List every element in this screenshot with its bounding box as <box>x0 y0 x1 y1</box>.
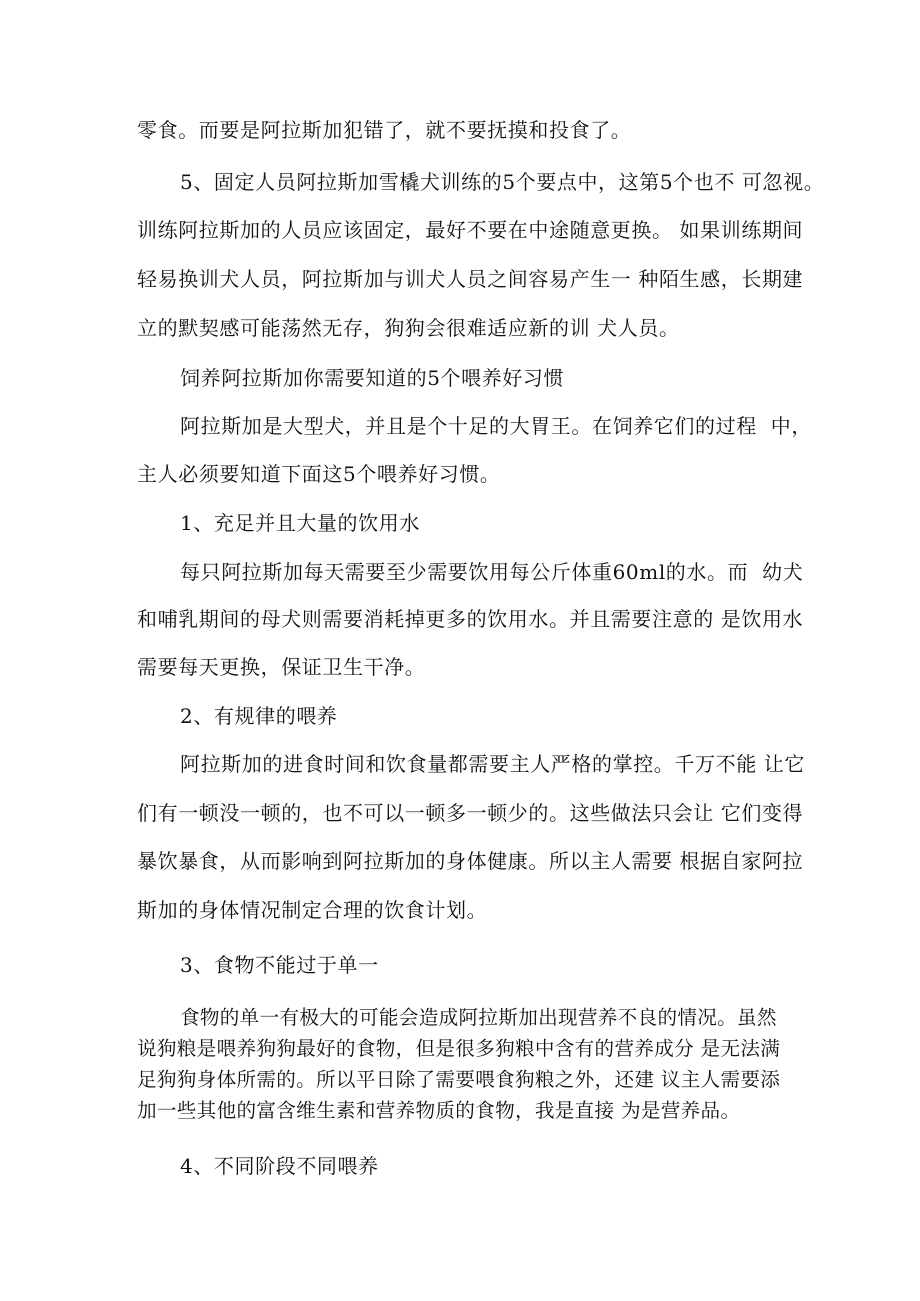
text-line: 阿拉斯加的进食时间和饮食量都需要主人严格的掌控。千万不能 让它 <box>180 752 805 776</box>
text-line: 每只阿拉斯加每天需要至少需要饮用每公斤体重60ml的水。而 幼犬 <box>180 560 804 584</box>
text-line: 食物的单一有极大的可能会造成阿拉斯加出现营养不良的情况。虽然 <box>180 1006 777 1029</box>
item-heading-varied-food: 3、食物不能过于单一 <box>180 953 379 977</box>
text-line: 立的默契感可能荡然无存，狗狗会很难适应新的训 犬人员。 <box>137 316 680 340</box>
text-line: 零食。而要是阿拉斯加犯错了，就不要抚摸和投食了。 <box>137 118 632 142</box>
text-line: 需要每天更换，保证卫生干净。 <box>137 655 426 679</box>
text-line: 暴饮暴食，从而影响到阿拉斯加的身体健康。所以主人需要 根据自家阿拉 <box>137 849 804 873</box>
text-line: 们有一顿没一顿的，也不可以一顿多一顿少的。这些做法只会让 它们变得 <box>137 801 804 825</box>
section-title: 饲养阿拉斯加你需要知道的5个喂养好习惯 <box>180 366 565 390</box>
text-line: 阿拉斯加是大型犬，并且是个十足的大胃王。在饲养它们的过程 中， <box>180 414 812 438</box>
text-line: 轻易换训犬人员，阿拉斯加与训犬人员之间容易产生一 种陌生感，长期建 <box>137 267 804 291</box>
text-line: 和哺乳期间的母犬则需要消耗掉更多的饮用水。并且需要注意的 是饮用水 <box>137 607 804 631</box>
item-heading-regular-feeding: 2、有规律的喂养 <box>180 704 338 728</box>
text-line: 加一些其他的富含维生素和营养物质的食物，我是直接 为是营养品。 <box>137 1099 741 1122</box>
text-line: 主人必须要知道下面这5个喂养好习惯。 <box>137 462 501 486</box>
paragraph-heading-fixed-trainer: 5、固定人员阿拉斯加雪橇犬训练的5个要点中，这第5个也不 可忽视。 <box>180 170 825 194</box>
item-heading-water: 1、充足并且大量的饮用水 <box>180 511 420 535</box>
text-line: 说狗粮是喂养狗狗最好的食物，但是很多狗粮中含有的营养成分 是无法满 <box>137 1037 781 1060</box>
item-heading-stage-feeding: 4、不同阶段不同喂养 <box>180 1154 379 1178</box>
text-line: 足狗狗身体所需的。所以平日除了需要喂食狗粮之外，还建 议主人需要添 <box>137 1068 781 1091</box>
text-line: 斯加的身体情况制定合理的饮食计划。 <box>137 898 488 922</box>
text-line: 训练阿拉斯加的人员应该固定，最好不要在中途随意更换。 如果训练期间 <box>137 218 804 242</box>
